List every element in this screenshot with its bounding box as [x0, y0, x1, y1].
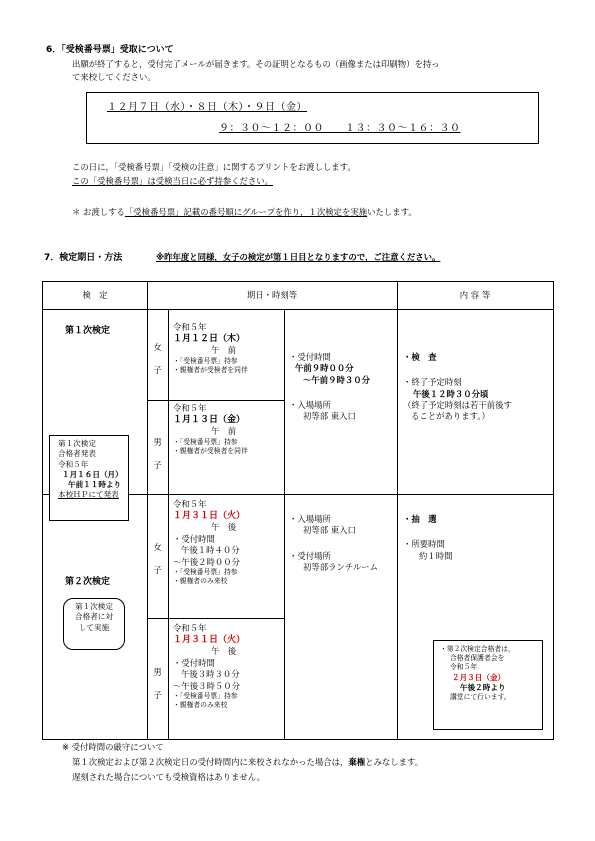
round2-result-box — [433, 640, 543, 730]
r1-content-l2: ・終了予定時刻 — [403, 377, 462, 388]
section6-para2: て来校してください。 — [72, 72, 156, 82]
r1-result-l5: 午前１１時より — [68, 480, 122, 489]
footer-line3: 遅刻された場合についても受検資格はありません。 — [72, 772, 265, 782]
r2-boy-date: １月３１日（火） — [173, 635, 246, 646]
r1-boy-date: １月１３日（金） — [173, 415, 246, 426]
r2-mid-l1: ・入場場所 — [289, 514, 331, 524]
r2-boy-period: 午 後 — [211, 646, 237, 657]
r1-girl-label: 女 子 — [153, 342, 162, 375]
r1-content-cell — [403, 352, 551, 423]
r2-target-l2: 合格者に対 — [75, 612, 113, 622]
r2-girl-l2: 午後１時４０分 — [181, 545, 240, 556]
para5-suffix: いたします。 — [367, 207, 417, 217]
round2-label: 第２次検定 — [65, 577, 111, 587]
r2-result-l1: ・第２次検定合格者は， — [440, 645, 515, 653]
schedule-times: ９：３０～１２：００ １３：３０～１６：３０ — [219, 123, 461, 134]
r1-content-l5: ることがあります。） — [411, 411, 490, 422]
r2-mid-l3: ・受付場所 — [289, 550, 331, 561]
schedule-table — [42, 281, 554, 740]
section6-para4: この「受検番号票」は受検当日に必ず持参ください。 — [72, 176, 273, 186]
r1-girl-cell — [173, 322, 283, 375]
schedule-box — [86, 92, 539, 144]
r1-girl-period: 午 前 — [211, 345, 237, 356]
r2-girl-l1: ・受付時間 — [173, 533, 215, 544]
r2-result-l5: 午後２時より — [460, 682, 506, 692]
r1-mid-l4: ・入場場所 — [289, 400, 331, 411]
section7-heading: 7．検定期日・方法 — [44, 253, 123, 263]
footer-line2b: 棄権 — [348, 757, 366, 767]
footer-line2c: とみなします。 — [365, 757, 424, 767]
r1-result-l4: １月１６日（月） — [62, 469, 123, 479]
r2-girl-date: １月３１日（火） — [173, 511, 246, 522]
footer-title: ※ 受付時間の厳守について — [62, 742, 164, 752]
r2-boy-l2: 午後３時３０分 — [181, 669, 240, 680]
section6-para3: この日に，「受検番号票」「受検の注意」に関するプリントをお渡しします。 — [72, 162, 356, 172]
r1-boy-year: 令和５年 — [173, 403, 207, 413]
r2-content-l3: 約１時間 — [419, 550, 453, 561]
r2-girl-note1: ・「受検番号票」持参 — [173, 567, 238, 576]
r1-boy-cell — [173, 403, 283, 456]
r1-mid-l2: 午前９時００分 — [295, 363, 354, 374]
r2-boy-label: 男 子 — [153, 667, 162, 700]
r1-result-l6: 本校ＨＰにて発表 — [58, 490, 119, 500]
r1-boy-period: 午 前 — [211, 426, 237, 437]
r2-content-cell — [403, 514, 551, 562]
header-date: 期日・時刻等 — [246, 290, 298, 300]
r1-mid-l3: ～午前９時３０分 — [303, 374, 370, 385]
r2-girl-note2: ・親権者のみ来校 — [173, 577, 228, 586]
r2-result-l6: 講堂にて行います。 — [450, 693, 511, 702]
footer-line2a: 第１次検定および第２次検定日の受付時間内に来校されなかった場合は， — [72, 757, 349, 767]
r2-result-l4: ２月３日（金） — [452, 672, 506, 682]
r2-boy-note2: ・親権者のみ来校 — [173, 701, 228, 710]
r2-target-l3: して実施 — [78, 622, 110, 632]
round1-result-box — [49, 435, 129, 521]
r1-result-l3: 令和５年 — [58, 459, 89, 469]
r2-result-l3: 令和５年 — [450, 663, 478, 672]
r1-content-l4: （終了予定時刻は若干前後す — [403, 400, 512, 411]
r1-girl-date: １月１２日（木） — [173, 334, 246, 345]
r2-mid-l4: 初等部ランチルーム — [303, 562, 378, 573]
r2-boy-l3: ～午後３時５０分 — [173, 680, 240, 691]
r2-target-l1: 第１次検定 — [75, 602, 113, 611]
r2-result-l2: 合格者保護者会を — [450, 654, 505, 663]
section6-heading: 6．「受検番号票」受取について — [46, 45, 174, 55]
section6-para1: 出願が終了すると，受付完了メールが届きます。その証明となるもの（画像または印刷物）を持っ — [72, 59, 440, 69]
para5-prefix: ＊ お渡しする — [72, 207, 125, 217]
r2-boy-note1: ・「受検番号票」持参 — [173, 691, 238, 700]
r2-content-l2: ・所要時間 — [403, 539, 445, 550]
r2-girl-year: 令和５年 — [173, 499, 207, 509]
r2-boy-l1: ・受付時間 — [173, 657, 215, 668]
header-content: 内 容 等 — [459, 290, 491, 300]
r1-boy-label: 男 子 — [153, 437, 162, 470]
r1-girl-note1: ・「受検番号票」持参 — [173, 356, 238, 365]
r2-girl-cell — [173, 499, 283, 586]
r1-mid-cell — [289, 352, 395, 423]
r1-mid-l1: ・受付時間 — [289, 352, 331, 362]
r2-mid-cell — [289, 514, 395, 573]
r2-boy-year: 令和５年 — [173, 623, 207, 633]
r1-content-l1: ・検 査 — [403, 352, 437, 362]
para5-underlined: 「受検番号票」記載の番号順にグループを作り，１次検定を実施 — [124, 207, 368, 217]
r1-result-l2: 合格者発表 — [58, 449, 96, 459]
r1-result-l1: 第１次検定 — [58, 439, 96, 448]
r2-boy-cell — [173, 623, 283, 710]
r1-girl-year: 令和５年 — [173, 322, 207, 332]
section6-para5 — [72, 207, 417, 218]
r2-girl-period: 午 後 — [211, 522, 237, 533]
r2-girl-l3: ～午後２時００分 — [173, 556, 240, 567]
r1-content-l3: 午後１２時３０分頃 — [413, 388, 489, 399]
r2-girl-label: 女 子 — [153, 542, 162, 575]
round2-target-box — [63, 598, 125, 650]
schedule-dates: １２月７日（水）・８日（木）・９日（金） — [107, 102, 307, 113]
r1-boy-note1: ・「受検番号票」持参 — [173, 437, 238, 446]
r2-content-l1: ・抽 選 — [403, 514, 437, 524]
r1-mid-l5: 初等部 東入口 — [303, 411, 356, 422]
round1-label: 第１次検定 — [65, 326, 111, 336]
r1-girl-note2: ・親権者が受検者を同伴 — [173, 366, 248, 374]
section7-notice: ※昨年度と同様，女子の検定が第１日目となりますので，ご注意ください。 — [156, 252, 441, 262]
r1-boy-note2: ・親権者が受検者を同伴 — [173, 447, 248, 455]
r2-mid-l2: 初等部 東入口 — [303, 525, 356, 536]
footer-line2 — [72, 757, 423, 768]
header-exam: 検 定 — [82, 290, 108, 300]
